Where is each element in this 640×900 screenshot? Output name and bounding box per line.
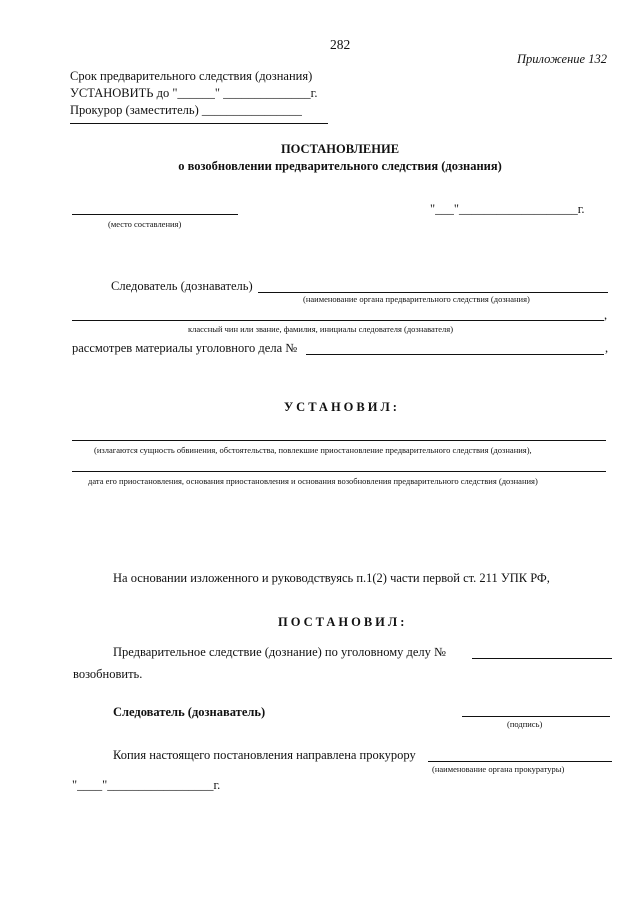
page-number: 282 <box>330 37 351 52</box>
investigation-body-line <box>258 292 608 293</box>
resolved-heading: ПОСТАНОВИЛ: <box>278 615 408 629</box>
investigator-label: Следователь (дознаватель) <box>111 279 253 293</box>
prosecutor-office-line <box>428 761 612 762</box>
establish-until-line: УСТАНОВИТЬ до "______" ______________г. <box>70 86 318 100</box>
case-number-comma: , <box>605 341 609 355</box>
copy-sent-text: Копия настоящего постановления направлена прокурору <box>113 748 416 762</box>
established-heading: УСТАНОВИЛ: <box>284 400 400 414</box>
prosecutor-signature-line <box>70 123 328 124</box>
document-subtitle: о возобновлении предварительного следствия (дознания) <box>178 159 502 173</box>
copy-date-field: "____"_________________г. <box>72 778 221 792</box>
established-caption-1: (излагаются сущность обвинения, обстоятельства, повлекшие приостановление предварительного следствия (дознания), <box>94 445 532 455</box>
case-number-line <box>306 354 604 355</box>
prosecutor-office-caption: (наименование органа прокуратуры) <box>432 764 565 774</box>
rank-name-line <box>72 320 604 321</box>
case-materials-label: рассмотрев материалы уголовного дела № <box>72 341 298 355</box>
resume-investigation-text: Предварительное следствие (дознание) по уголовному делу № <box>113 645 446 659</box>
investigation-term-label: Срок предварительного следствия (дознания) <box>70 69 313 83</box>
place-line <box>72 214 238 215</box>
date-field: "___"___________________г. <box>430 202 585 216</box>
investigation-body-caption: (наименование органа предварительного следствия (дознания) <box>303 294 530 304</box>
signature-label: Следователь (дознаватель) <box>113 705 266 719</box>
appendix-label: Приложение 132 <box>517 52 607 66</box>
established-line-2 <box>72 471 606 472</box>
resume-case-number-line <box>472 658 612 659</box>
document-title: ПОСТАНОВЛЕНИЕ <box>280 142 400 156</box>
rank-name-caption: классный чин или звание, фамилия, инициалы следователя (дознавателя) <box>188 324 454 334</box>
signature-line <box>462 716 610 717</box>
place-caption: (место составления) <box>108 219 182 229</box>
established-line-1 <box>72 440 606 441</box>
established-caption-2: дата его приостановления, основания приостановления и основания возобновления предварительного следствия (дознания) <box>88 476 538 486</box>
prosecutor-line: Прокурор (заместитель) ________________ <box>70 103 302 117</box>
legal-basis-text: На основании изложенного и руководствуясь п.1(2) части первой ст. 211 УПК РФ, <box>113 571 550 585</box>
signature-caption: (подпись) <box>507 719 543 729</box>
resume-word: возобновить. <box>73 667 143 681</box>
rank-line-comma: , <box>604 308 608 322</box>
